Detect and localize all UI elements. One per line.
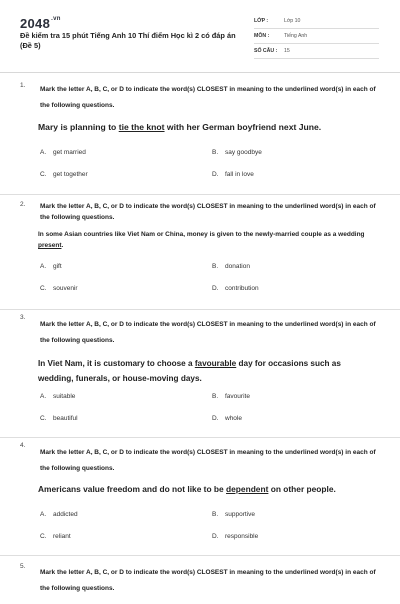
sentence-text: In some Asian countries like Viet Nam or China, money is given to the newly-married couple as a wedding [38, 231, 365, 238]
question-number: 5. [20, 563, 26, 570]
option-letter: D. [212, 171, 219, 178]
option-text: gift [53, 263, 62, 270]
meta-value: Tiếng Anh [284, 33, 308, 39]
option-letter: B. [212, 149, 219, 156]
underlined-phrase: favourable [194, 359, 237, 368]
option-c[interactable] [40, 171, 88, 178]
underlined-phrase: present [38, 242, 62, 249]
option-a[interactable] [40, 393, 75, 400]
option-c[interactable] [40, 415, 78, 422]
meta-value: Lớp 10 [284, 18, 301, 24]
question-instruction: Mark the letter A, B, C, or D to indicate the word(s) CLOSEST in meaning to the underlined word(s) in each of the following questions. [40, 321, 376, 344]
meta-panel [254, 14, 379, 59]
sentence-text: . [61, 242, 64, 249]
option-text: favourite [225, 393, 250, 400]
meta-label: LỚP : [254, 18, 269, 24]
question-instruction: Mark the letter A, B, C, or D to indicate the word(s) CLOSEST in meaning to the underlined word(s) in each of the following questions. [40, 569, 376, 592]
meta-label: SỐ CÂU : [254, 48, 278, 54]
option-d[interactable] [212, 415, 242, 422]
option-letter: C. [40, 415, 47, 422]
question-instruction: Mark the letter A, B, C, or D to indicate the word(s) CLOSEST in meaning to the underlined word(s) in each of the following questions. [40, 449, 376, 472]
page-header [0, 0, 400, 70]
sentence-text: with her German boyfriend next June. [164, 122, 322, 132]
option-letter: D. [212, 533, 219, 540]
logo-tld: .vn [51, 16, 61, 22]
sentence-text: Mary is planning to [38, 122, 119, 132]
logo-text: 2048 [20, 16, 51, 31]
option-text: reliant [53, 533, 71, 540]
underlined-phrase: tie the knot [118, 122, 165, 132]
question-2 [0, 195, 400, 310]
option-d[interactable] [212, 171, 254, 178]
option-d[interactable] [212, 285, 259, 292]
question-number: 1. [20, 82, 26, 89]
question-instruction: Mark the letter A, B, C, or D to indicate the word(s) CLOSEST in meaning to the underlined word(s) in each of the following questions. [40, 203, 376, 221]
underlined-phrase: dependent [226, 484, 269, 494]
option-letter: A. [40, 263, 47, 270]
option-a[interactable] [40, 263, 62, 270]
option-letter: A. [40, 511, 47, 518]
question-sentence [38, 483, 378, 495]
option-text: supportive [225, 511, 255, 518]
option-letter: C. [40, 285, 47, 292]
option-text: addicted [53, 511, 78, 518]
option-letter: C. [40, 171, 47, 178]
option-c[interactable] [40, 285, 78, 292]
option-text: get married [53, 149, 86, 156]
meta-row-subject [254, 29, 379, 44]
sentence-text: Americans value freedom and do not like to be [38, 484, 227, 494]
option-text: responsible [225, 533, 259, 540]
option-letter: A. [40, 393, 47, 400]
question-5 [0, 556, 400, 604]
document-title: Đề kiểm tra 15 phút Tiếng Anh 10 Thí điểm Học kì 2 có đáp án (Đề 5) [20, 31, 236, 50]
option-letter: A. [40, 149, 47, 156]
option-b[interactable] [212, 263, 250, 270]
option-text: suitable [53, 393, 76, 400]
option-letter: D. [212, 415, 219, 422]
option-a[interactable] [40, 511, 78, 518]
option-b[interactable] [212, 393, 250, 400]
question-number: 4. [20, 442, 26, 449]
meta-label: MÔN : [254, 33, 270, 39]
question-number: 2. [20, 201, 26, 208]
sentence-text: on other people. [268, 484, 336, 494]
question-number: 3. [20, 314, 26, 321]
option-d[interactable] [212, 533, 258, 540]
option-text: souvenir [53, 285, 78, 292]
option-text: whole [225, 415, 242, 422]
option-c[interactable] [40, 533, 71, 540]
question-sentence [38, 356, 378, 386]
option-text: fall in love [225, 171, 254, 178]
question-4 [0, 438, 400, 556]
question-instruction: Mark the letter A, B, C, or D to indicate the word(s) CLOSEST in meaning to the underlined word(s) in each of the following questions. [40, 86, 376, 109]
option-letter: B. [212, 263, 219, 270]
question-1 [0, 73, 400, 195]
meta-row-class [254, 14, 379, 29]
sentence-text: day for occasions such as wedding, funerals, or house-moving days. [38, 359, 341, 383]
option-text: contribution [225, 285, 259, 292]
option-b[interactable] [212, 511, 255, 518]
option-letter: C. [40, 533, 47, 540]
question-3 [0, 310, 400, 438]
option-letter: B. [212, 393, 219, 400]
option-a[interactable] [40, 149, 86, 156]
option-text: donation [225, 263, 250, 270]
option-b[interactable] [212, 149, 262, 156]
option-text: beautiful [53, 415, 78, 422]
question-list [0, 73, 400, 604]
option-text: say goodbye [225, 149, 262, 156]
meta-value: 15 [284, 48, 290, 54]
meta-row-count [254, 44, 379, 59]
question-sentence [38, 229, 378, 251]
question-sentence [38, 121, 378, 133]
option-letter: B. [212, 511, 219, 518]
option-letter: D. [212, 285, 219, 292]
site-logo[interactable] [20, 16, 61, 31]
sentence-text: In Viet Nam, it is customary to choose a [38, 359, 195, 368]
option-text: get together [53, 171, 88, 178]
